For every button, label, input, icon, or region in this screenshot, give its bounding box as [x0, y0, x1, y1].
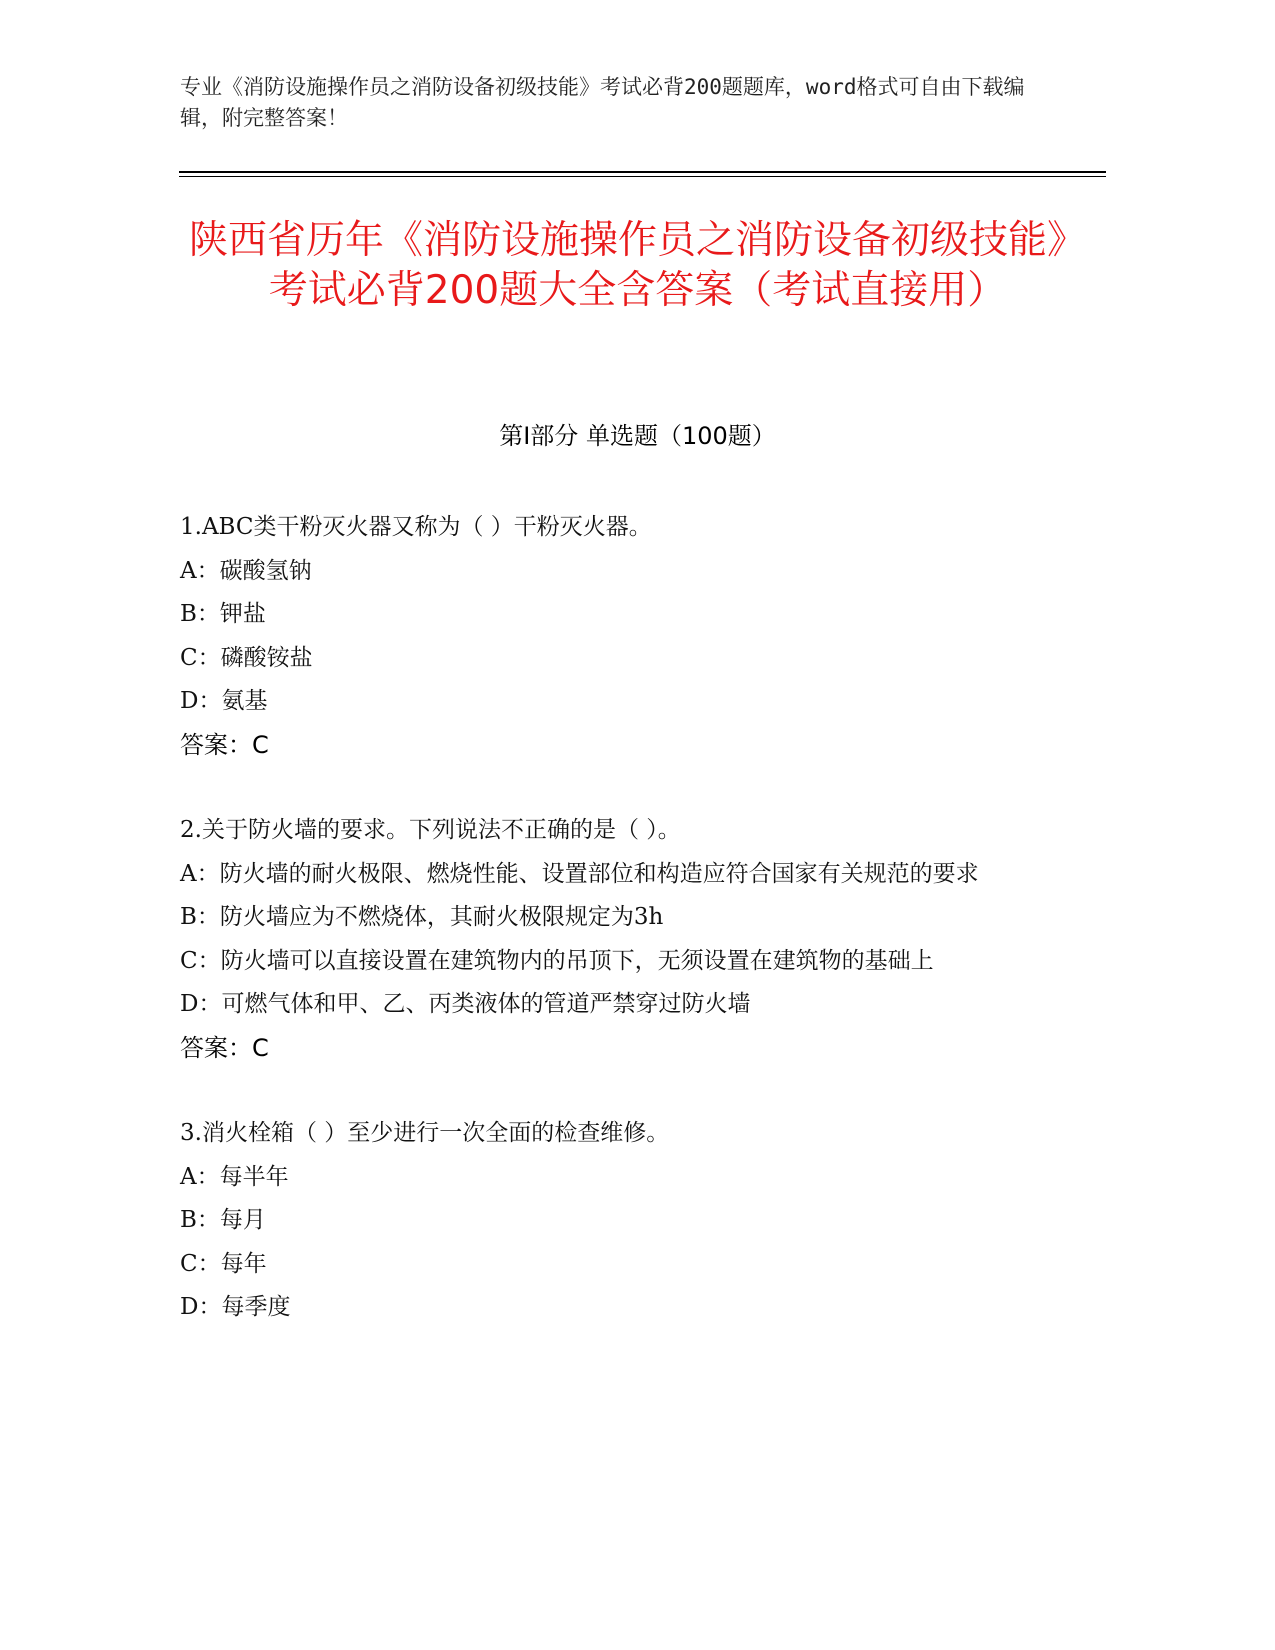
question-stem: 1.ABC类干粉灭火器又称为（ ）干粉灭火器。 — [180, 514, 652, 540]
option-d: D：氨基 — [180, 688, 268, 714]
option-b: B：防火墙应为不燃烧体，其耐火极限规定为3h — [180, 904, 664, 930]
option-a: A：碳酸氢钠 — [180, 557, 312, 584]
question-2 — [180, 809, 1030, 1070]
answer: 答案：C — [180, 1033, 269, 1062]
option-c: C：防火墙可以直接设置在建筑物内的吊顶下，无须设置在建筑物的基础上 — [180, 947, 934, 974]
option-b: B：每月 — [180, 1207, 266, 1233]
option-c: C：磷酸铵盐 — [180, 644, 313, 671]
question-stem: 3.消火栓箱（ ）至少进行一次全面的检查维修。 — [180, 1120, 670, 1146]
header-divider-thin — [179, 176, 1106, 177]
question-stem: 2.关于防火墙的要求。下列说法不正确的是（ ）。 — [180, 817, 681, 843]
header-note: 专业《消防设施操作员之消防设备初级技能》考试必背200题题库，word格式可自由下载编辑，附完整答案！ — [180, 75, 1025, 130]
option-a: A：防火墙的耐火极限、燃烧性能、设置部位和构造应符合国家有关规范的要求 — [180, 860, 979, 887]
header-divider-thick — [179, 171, 1106, 173]
option-c: C：每年 — [180, 1250, 267, 1277]
section-heading: 第Ⅰ部分 单选题（100题） — [499, 422, 776, 450]
question-1 — [180, 506, 1030, 767]
question-list — [180, 506, 1030, 1372]
answer: 答案：C — [180, 730, 269, 759]
option-d: D：可燃气体和甲、乙、丙类液体的管道严禁穿过防火墙 — [180, 991, 751, 1017]
document-title: 陕西省历年《消防设施操作员之消防设备初级技能》考试必背200题大全含答案（考试直接用） — [188, 218, 1086, 313]
question-3 — [180, 1112, 1030, 1330]
option-b: B：钾盐 — [180, 601, 266, 627]
option-d: D：每季度 — [180, 1294, 291, 1320]
option-a: A：每半年 — [180, 1163, 289, 1190]
